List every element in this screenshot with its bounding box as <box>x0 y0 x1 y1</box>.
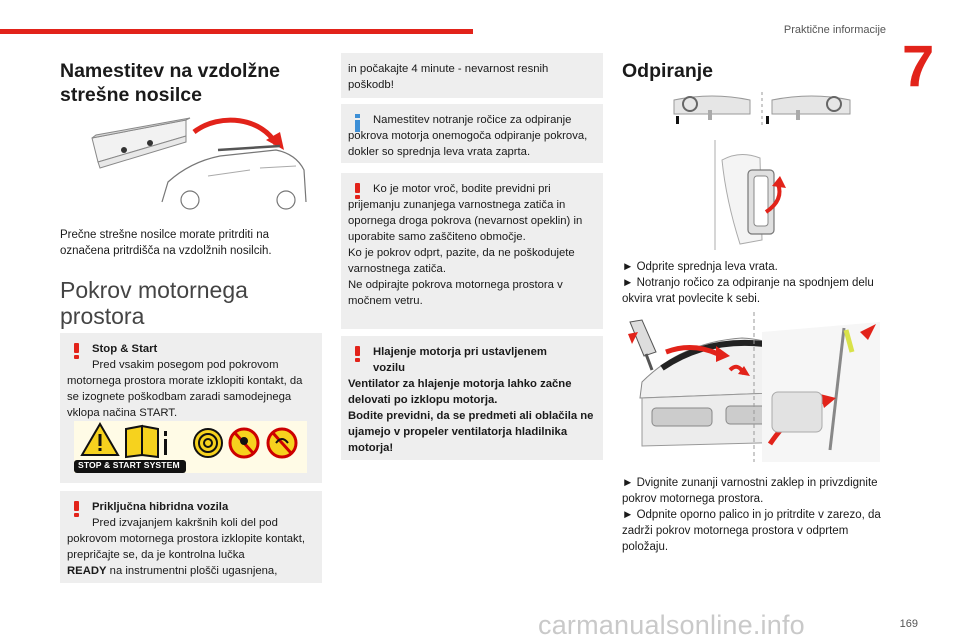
warning-title: Priključna hibridna vozila <box>92 501 229 513</box>
warning-text-cont: motornega prostora morate izklopiti kontakt, da se izognete poškodbam zaradi samodejnega vklopa načina START. <box>67 375 303 419</box>
warning-text: Ventilator za hlajenje motorja lahko začne delovati po izklopu motorja. <box>348 378 572 406</box>
chapter-number: 7 <box>902 34 935 99</box>
section-heading-bonnet: Pokrov motornega prostora <box>60 277 248 329</box>
info-text-cont: pokrova motorja onemogoča odpiranje pokrova, dokler so sprednja leva vrata zaprta. <box>348 130 588 158</box>
step-pull-lever: ► Notranjo ročico za odpiranje na spodnjem delu okvira vrat povlecite k sebi. <box>622 277 874 305</box>
warning-title: Stop & Start <box>92 343 158 355</box>
header-accent-bar <box>0 29 473 34</box>
warning-text-cont: prijemanju zunanjega varnostnega zatiča in opornega droga pokrova (nevarnost opeklin) in uporabite samo zaščiteno območje. <box>348 199 583 243</box>
roof-bars-text: Prečne strešne nosilce morate pritrditi na označena pritrdišča na vzdolžnih nosilcih. <box>60 229 272 257</box>
warning-text: Ko je motor vroč, bodite previdni pri <box>373 183 551 195</box>
opening-steps-1 <box>622 259 882 307</box>
page-number: 169 <box>899 618 918 630</box>
warning-text-end: na instrumentni plošči ugasnjena, <box>106 565 278 577</box>
warning-text: Pred vsakim posegom pod pokrovom <box>92 359 279 371</box>
section-heading-opening: Odpiranje <box>622 60 714 82</box>
running-header: Praktične informacije <box>783 24 886 36</box>
info-text: Namestitev notranje ročice za odpiranje <box>373 114 572 126</box>
warning-box-cooling-fan <box>341 336 603 460</box>
step-lift-catch: ► Dvignite zunanji varnostni zaklep in privzdignite pokrov motornega prostora. <box>622 477 878 505</box>
lhd-rhd-dashboard-icon <box>672 92 852 126</box>
warning-box-stop-start <box>60 333 322 483</box>
warning-box-hybrid <box>60 491 322 583</box>
section-heading-roof-bars: Namestitev na vzdolžne strešne nosilce <box>60 60 280 106</box>
warning-text-hood-open: Ko je pokrov odprt, pazite, da ne poškodujete varnostnega zatiča. <box>348 247 575 275</box>
watermark: carmanualsonline.info <box>538 610 805 640</box>
info-box-inner-lever <box>341 104 603 163</box>
stop-start-system-label: STOP & START SYSTEM <box>78 460 180 470</box>
warning-text-wind: Ne odpirajte pokrova motornega prostora v močnem vetru. <box>348 279 563 307</box>
warning-text-cont: pokrovom motornega prostora izklopite kontakt, prepričajte se, da je kontrolna lučka <box>67 533 305 561</box>
warning-text-cont: Bodite previdni, da se predmeti ali oblačila ne ujamejo v propeler ventilatorja hladilnika motorja! <box>348 410 594 454</box>
roof-bar-illustration <box>90 110 312 210</box>
warning-box-hot-engine <box>341 173 603 329</box>
warning-text-cont: in počakajte 4 minute - nevarnost resnih poškodb! <box>348 63 549 91</box>
warning-title: Hlajenje motorja pri ustavljenem <box>373 346 547 358</box>
bonnet-release-handle-illustration <box>700 140 810 250</box>
warning-title-cont: vozilu <box>373 362 406 374</box>
opening-steps-2 <box>622 475 882 555</box>
step-secure-stay: ► Odpnite oporno palico in jo pritrdite v zarezo, da zadrži pokrov motornega prostora v odprtem položaju. <box>622 509 881 553</box>
ready-indicator-label: READY <box>67 565 107 577</box>
bonnet-opening-illustration <box>622 312 882 462</box>
warning-text: Pred izvajanjem kakršnih koli del pod <box>92 517 278 529</box>
warning-box-continued <box>341 53 603 98</box>
step-open-door: ► Odprite sprednja leva vrata. <box>622 261 778 273</box>
